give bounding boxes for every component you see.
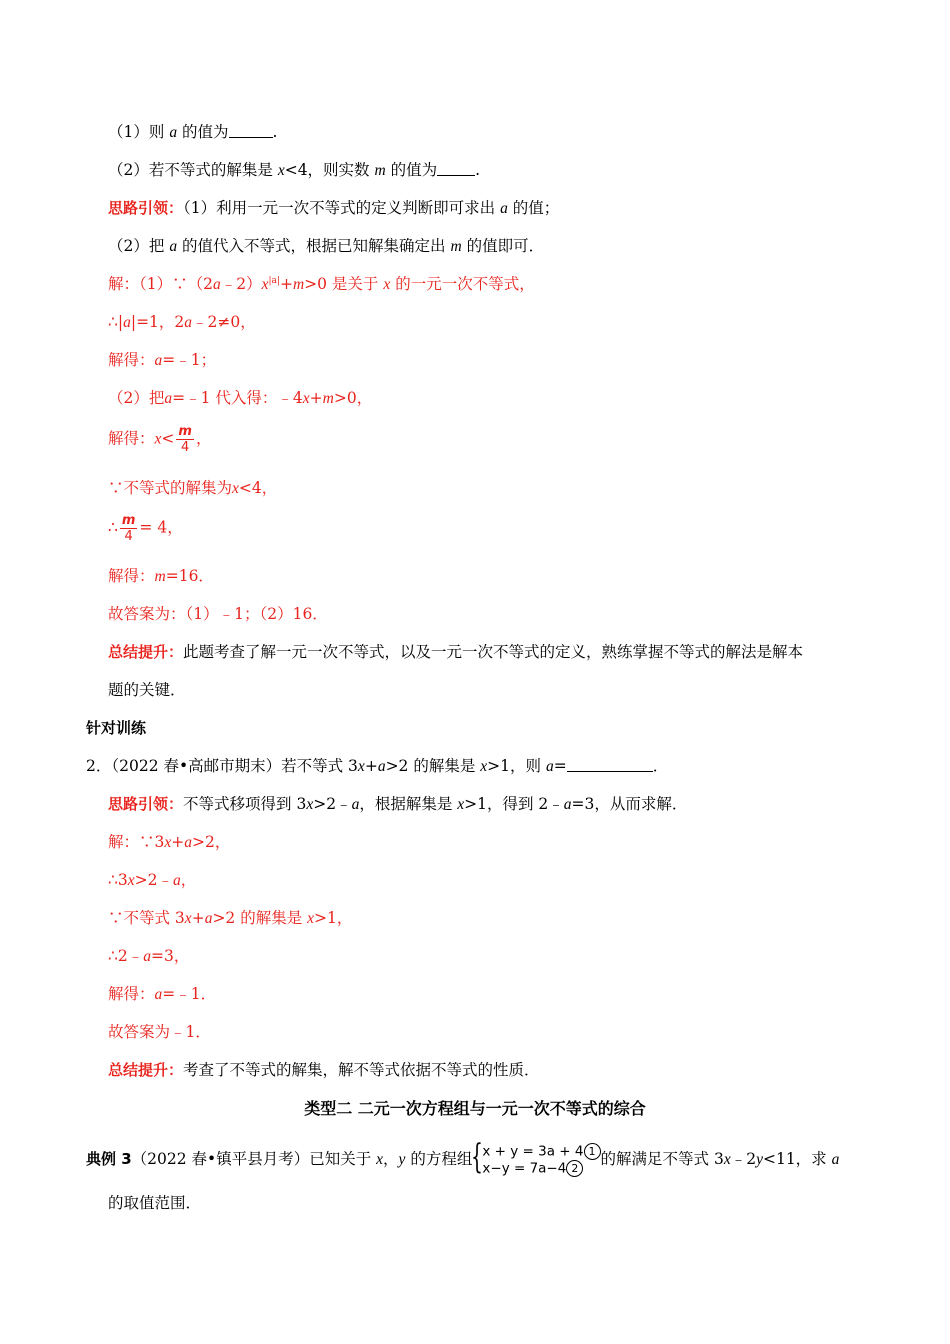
circled-number-2: 2 <box>566 1160 583 1177</box>
solution-line: 解：∵3x+a>2， <box>108 833 231 851</box>
summary-line-2: 题的关键． <box>108 681 186 699</box>
solution-line: 解：$(1)\because(2a﹣2)x^{|a|}+m>0$ 是关于 x 的一元一次不等式， <box>108 275 535 293</box>
question-2: 2．（2022 春•高邮市期末）若不等式 3x+a>2 的解集是 x>1，则 a= ． <box>86 757 669 775</box>
left-brace: { <box>471 1137 484 1177</box>
solution-line: ∴2﹣a=3， <box>108 947 190 965</box>
summary-line: 总结提升：考查了不等式的解集，解不等式依据不等式的性质． <box>108 1061 540 1079</box>
solution-line: ∴3x>2﹣a， <box>108 871 197 889</box>
equation-system <box>471 1137 600 1177</box>
example-3: 典例 3（2022 春•镇平县月考）已知关于 x，y 的方程组 { x + y = 3a + 4 1 x−y = 7a−4 2 的解满足不等式 3x﹣2y<11，求 a <box>86 1137 840 1177</box>
solution-answer: 故答案为﹣1． <box>108 1023 211 1041</box>
question-part-1: （1）则 a 的值为 . <box>108 123 278 141</box>
section-heading-type-2: 类型二 二元一次方程组与一元一次不等式的综合 <box>304 1099 646 1118</box>
solution-line: 解得：x< $\frac{m}{4}$ ， <box>108 424 212 455</box>
fraction-m-over-4: $\frac{m}{4}$ <box>121 513 136 544</box>
summary-line-1: 总结提升：此题考查了解一元一次不等式，以及一元一次不等式的定义，熟练掌握不等式的解法是解本 <box>108 643 804 661</box>
guide-line: 思路引领：不等式移项得到 3x>2﹣a，根据解集是 x>1，得到 2﹣a=3，从而求解． <box>108 795 688 813</box>
solution-line: 解得：m=16． <box>108 567 214 585</box>
example-3-line-2: 的取值范围． <box>108 1194 202 1212</box>
answer-blank <box>437 160 475 176</box>
solution-line: ∵不等式 3x+a>2 的解集是 x>1， <box>108 909 353 927</box>
equation-1: x + y = 3a + 4 1 <box>482 1143 600 1160</box>
section-title-practice: 针对训练 <box>86 719 147 737</box>
fraction-m-over-4: $\frac{m}{4}$ <box>178 424 192 455</box>
question-part-2: （2）若不等式的解集是 x<4，则实数 m 的值为 . <box>108 161 481 179</box>
solution-line: 解得：a=﹣1； <box>108 351 217 369</box>
solution-line: ∴ $\frac{m}{4}$ = 4， <box>108 513 183 544</box>
solution-line: （2）把a=﹣1 代入得：﹣4x+m>0， <box>108 389 373 407</box>
guide-line-1: 思路引领：（1）利用一元一次不等式的定义判断即可求出 a 的值； <box>108 199 560 217</box>
solution-answer: 故答案为：（1）﹣1；（2）16． <box>108 605 328 623</box>
solution-line: ∴|a|=1，2a﹣2≠0， <box>108 313 256 331</box>
answer-blank <box>567 756 653 772</box>
equation-2: x−y = 7a−4 2 <box>482 1160 600 1177</box>
solution-line: 解得：a=﹣1． <box>108 985 217 1003</box>
answer-blank <box>229 122 273 138</box>
circled-number-1: 1 <box>584 1143 601 1160</box>
solution-line: ∵不等式的解集为x<4， <box>108 479 278 497</box>
guide-line-2: （2）把 a 的值代入不等式，根据已知解集确定出 m 的值即可． <box>108 237 545 255</box>
